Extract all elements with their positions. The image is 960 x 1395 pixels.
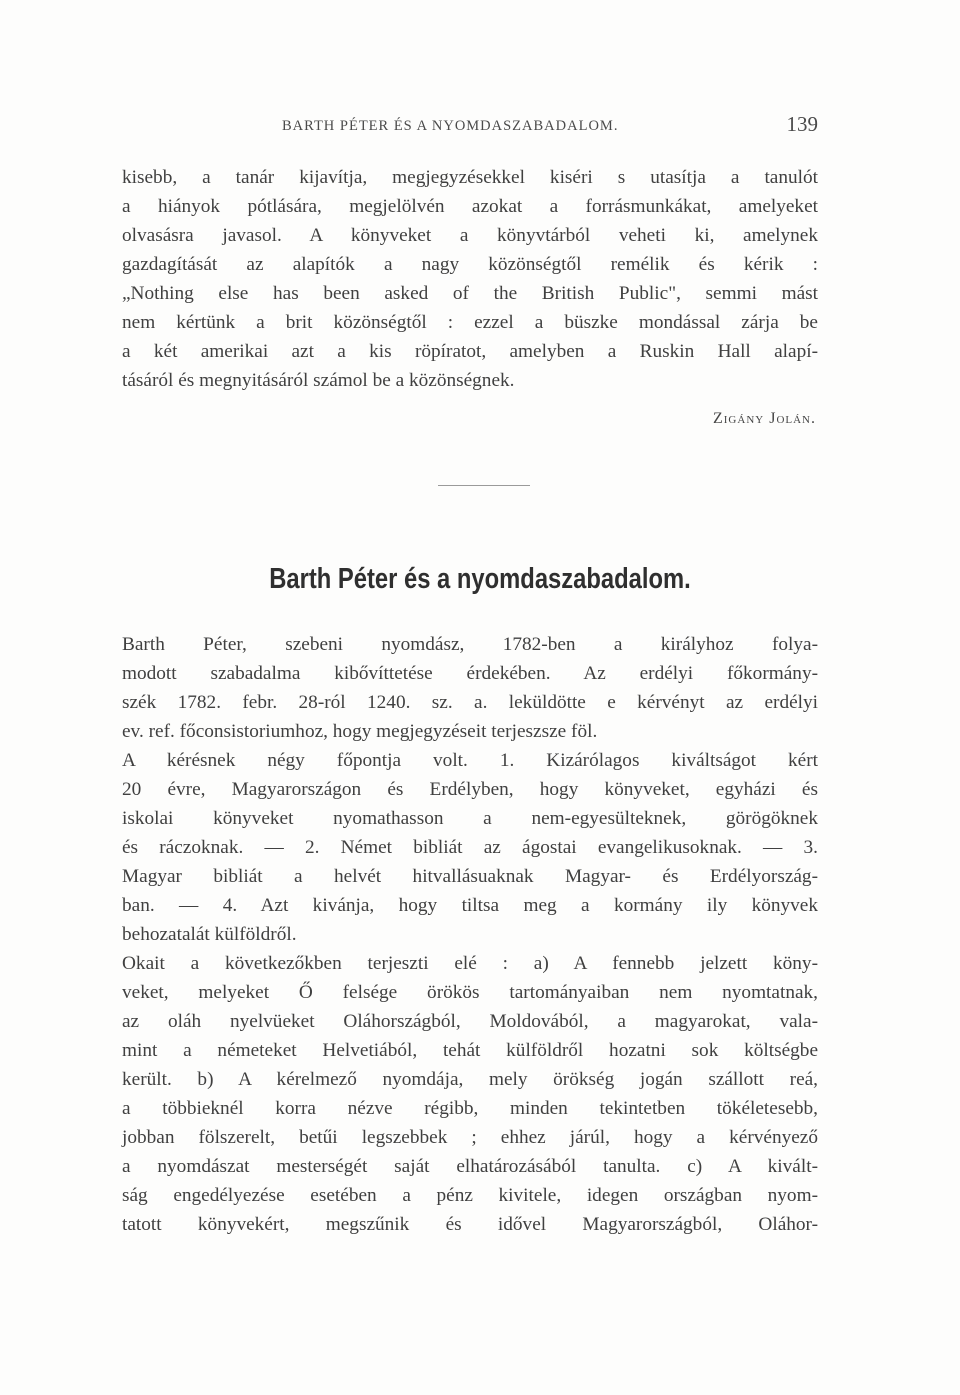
paragraph-line: és ráczoknak. — 2. Német bibliát az ágostai evangelikusoknak. — 3. [122, 837, 818, 858]
paragraph-line: olvasásra javasol. A könyveket a könyvtárból veheti ki, amelynek [122, 225, 818, 246]
paragraph-line: mint a németeket Helvetiából, tehát külföldről hozatni sok költségbe [122, 1040, 818, 1061]
paragraph-line: iskolai könyveket nyomathasson a nem-egyesülteknek, görögöknek [122, 808, 818, 829]
paragraph-line: jobban fölszerelt, betűi legszebbek ; ehhez járúl, hogy a kérvényező [122, 1127, 818, 1148]
paragraph-line: gazdagítását az alapítók a nagy közönségtől remélik és kérik : [122, 254, 818, 275]
paragraph-line: került. b) A kérelmező nyomdája, mely örökség jogán szállott reá, [122, 1069, 818, 1090]
paragraph-line: a hiányok pótlására, megjelölvén azokat a forrásmunkákat, amelyeket [122, 196, 818, 217]
paragraph-line: a nyomdászat mesterségét saját elhatározásából tanulta. c) A kivált- [122, 1156, 818, 1177]
paragraph-line: veket, melyeket Ő felsége örökös tartományaiban nem nyomtatnak, [122, 982, 818, 1003]
running-title: BARTH PÉTER ÉS A NYOMDASZABADALOM. [282, 118, 619, 134]
paragraph-line: a többieknél korra nézve régibb, minden tekintetben tökéletesebb, [122, 1098, 818, 1119]
paragraph-line: az oláh nyelvüeket Oláhországból, Moldovából, a magyarokat, vala- [122, 1011, 818, 1032]
paragraph-line: Barth Péter, szebeni nyomdász, 1782-ben a királyhoz folya- [122, 634, 818, 655]
page-number: 139 [786, 112, 818, 136]
running-header [122, 112, 818, 142]
article-title: Barth Péter és a nyomdaszabadalom. [269, 563, 691, 595]
author-signature: Zigány Jolán. [713, 410, 816, 427]
paragraph-line: modott szabadalma kibővíttetése érdekében. Az erdélyi főkormány- [122, 663, 818, 684]
section-divider [438, 485, 530, 486]
paragraph-line: Magyar bibliát a helvét hitvallásuaknak Magyar- és Erdélyország- [122, 866, 818, 887]
paragraph-line: tásáról és megnyitásáról számol be a közönségnek. [122, 370, 515, 391]
paragraph-line: szék 1782. febr. 28-ról 1240. sz. a. leküldötte e kérvényt az erdélyi [122, 692, 818, 713]
paragraph-line: A kérésnek négy főpontja volt. 1. Kizárólagos kiváltságot kért [122, 750, 818, 771]
paragraph-line: tatott könyvekért, megszűnik és idővel Magyarországból, Oláhor- [122, 1214, 818, 1235]
paragraph-line: ság engedélyezése esetében a pénz kivitele, idegen országban nyom- [122, 1185, 818, 1206]
paragraph-line: „Nothing else has been asked of the British Public", semmi mást [122, 283, 818, 304]
paragraph-line: a két amerikai azt a kis röpíratot, amelyben a Ruskin Hall alapí- [122, 341, 818, 362]
paragraph-line: ev. ref. főconsistoriumhoz, hogy megjegyzéseit terjeszsze föl. [122, 721, 598, 742]
paragraph-line: nem kértünk a brit közönségtől : ezzel a büszke mondással zárja be [122, 312, 818, 333]
paragraph-line: 20 évre, Magyarországon és Erdélyben, hogy könyveket, egyházi és [122, 779, 818, 800]
paragraph-line: behozatalát külföldről. [122, 924, 297, 945]
paragraph-line: Okait a következőkben terjeszti elé : a) A fennebb jelzett köny- [122, 953, 818, 974]
paragraph-line: kisebb, a tanár kijavítja, megjegyzésekkel kiséri s utasítja a tanulót [122, 167, 818, 188]
paragraph-line: ban. — 4. Azt kivánja, hogy tiltsa meg a kormány ily könyvek [122, 895, 818, 916]
